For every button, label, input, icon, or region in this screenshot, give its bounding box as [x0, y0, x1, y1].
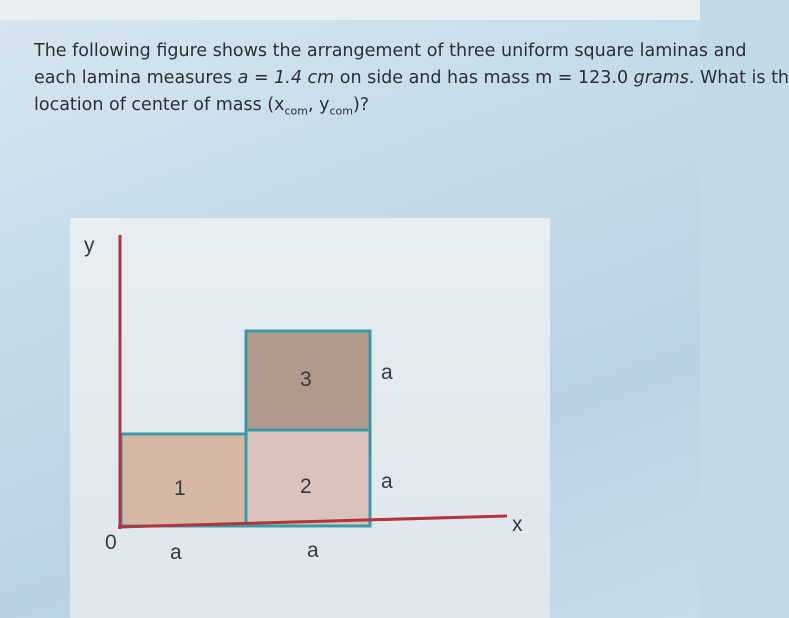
lamina-3-label: 3: [300, 368, 312, 391]
lamina-1-label: 1: [174, 477, 186, 500]
mass-expression: m = 123.0: [535, 68, 629, 88]
y-axis-label: y: [84, 234, 95, 257]
side-length-expression: a = 1.4 cm: [237, 68, 335, 88]
question-line-2-end: . What is th: [688, 68, 789, 88]
origin-label: 0: [105, 531, 117, 554]
x-com-subscript: com: [284, 104, 308, 118]
mass-unit: grams: [633, 68, 689, 88]
comma-y: , y: [307, 95, 330, 115]
question-line-3-start: location of center of mass (x: [34, 95, 285, 115]
question-line-3-end: )?: [352, 95, 370, 115]
question-line-2-middle: on side and has mass: [334, 68, 536, 88]
lamina-2-side-label: a: [381, 470, 393, 493]
lamina-1-bottom-label: a: [170, 541, 182, 564]
y-com-subscript: com: [329, 104, 353, 118]
x-axis-label: x: [512, 513, 523, 536]
lamina-2-label: 2: [300, 475, 312, 498]
lamina-3-side-label: a: [381, 361, 393, 384]
lamina-2-bottom-label: a: [307, 539, 319, 562]
question-line-1: The following figure shows the arrangement of three uniform square laminas and: [34, 41, 747, 61]
question-line-2-start: each lamina measures: [34, 68, 238, 88]
